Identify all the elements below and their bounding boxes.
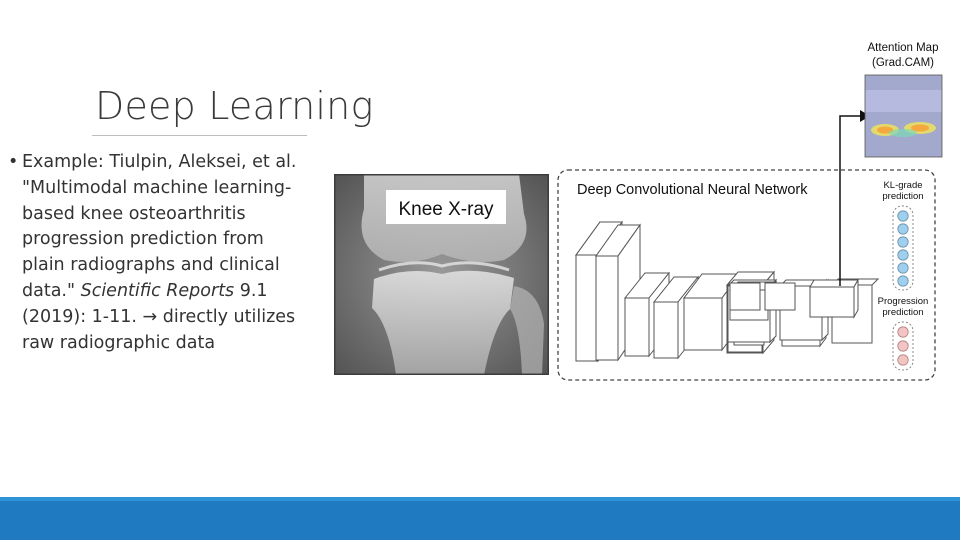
body-line: raw radiographic data [22, 332, 216, 353]
prog-label-line1: Progression [877, 296, 929, 307]
footer-bar [0, 497, 960, 540]
kl-node [898, 237, 908, 247]
journal-name: Scientific Reports [80, 280, 235, 301]
body-line [22, 279, 338, 305]
kl-node [898, 276, 908, 286]
arrow-icon: → [142, 306, 158, 327]
body-line: progression prediction from [22, 229, 264, 250]
prog-node [898, 355, 908, 365]
title-underline [92, 135, 307, 136]
xray-label: Knee X-ray [398, 199, 494, 220]
kl-node [898, 224, 908, 234]
body-line: Example: Tiulpin, Aleksei, et al. [22, 152, 297, 172]
cnn-diagram [540, 30, 960, 390]
kl-label-line2: prediction [882, 191, 924, 202]
conv-layers [576, 222, 878, 361]
citation-text: data." [22, 280, 81, 301]
prog-node [898, 327, 908, 337]
body-line [22, 305, 338, 331]
xray-graphic [334, 174, 549, 375]
citation-volume: 9.1 [234, 280, 268, 301]
bullet-icon: • [8, 152, 19, 172]
body-text-tail: directly utilizes [157, 306, 296, 327]
kl-node [898, 211, 908, 221]
kl-node [898, 250, 908, 260]
prog-node-group [898, 327, 908, 365]
footer-accent-line [0, 497, 960, 501]
prog-node [898, 341, 908, 351]
kl-label-line1: KL-grade [883, 180, 923, 191]
body-line: based knee osteoarthritis [22, 203, 246, 224]
prog-label-line2: prediction [882, 307, 924, 318]
kl-node-group [898, 211, 908, 286]
kl-node [898, 263, 908, 273]
knee-xray-image [334, 174, 549, 375]
attention-arrow [840, 116, 860, 286]
bullet-paragraph [8, 150, 338, 356]
attention-map-image [865, 75, 942, 157]
slide-body [8, 150, 338, 356]
body-line: plain radiographs and clinical [22, 255, 280, 276]
citation-pages: (2019): 1-11. [22, 306, 143, 327]
network-label: Deep Convolutional Neural Network [577, 182, 808, 198]
attention-title-line2: (Grad.CAM) [872, 57, 934, 69]
slide-title: Deep Learning [95, 84, 374, 128]
attention-title-line1: Attention Map [867, 42, 939, 54]
body-line: "Multimodal machine learning- [22, 177, 292, 198]
